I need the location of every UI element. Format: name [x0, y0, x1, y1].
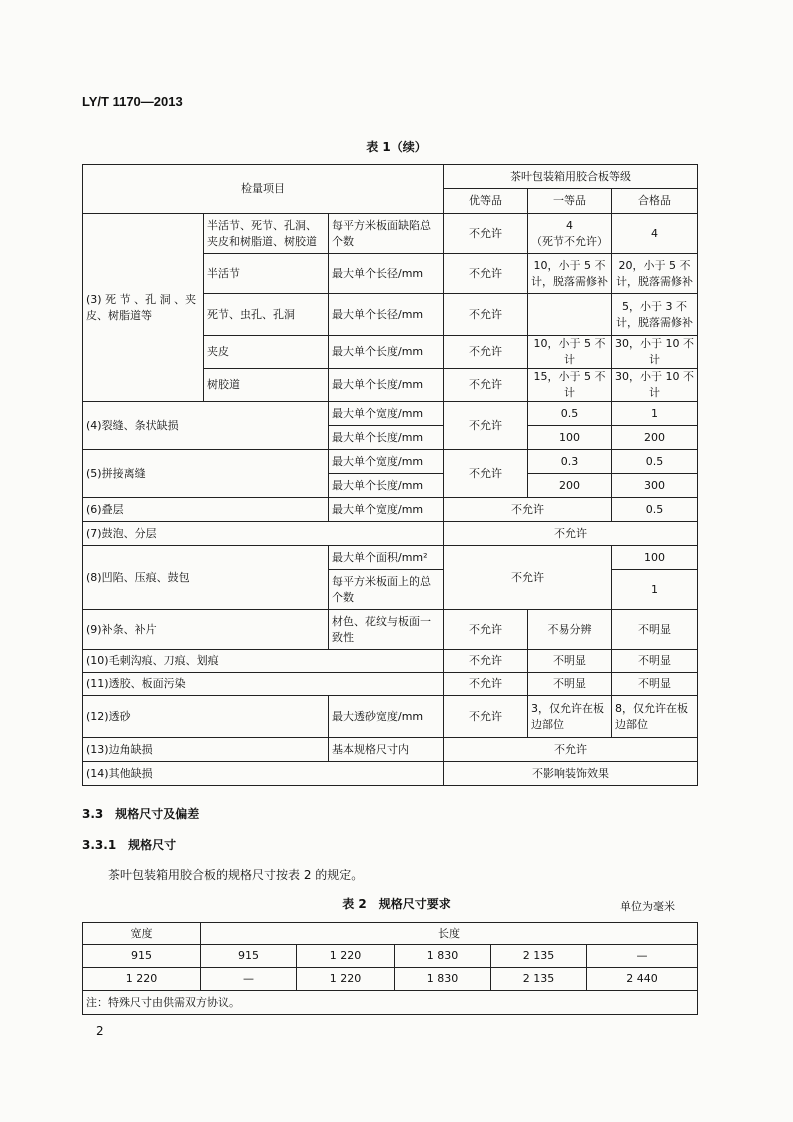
table-cell: 4	[612, 214, 698, 254]
table-cell: 1 830	[395, 945, 491, 968]
table-cell: 100	[528, 426, 612, 450]
section-heading-3-3: 3.3 规格尺寸及偏差	[82, 807, 200, 821]
table-cell: 最大单个面积/mm²	[329, 546, 444, 570]
header-length: 长度	[201, 923, 698, 945]
table-cell: 30，小于 10 不计	[612, 369, 698, 402]
table-cell: 不明显	[612, 650, 698, 673]
table-cell: 不明显	[612, 673, 698, 696]
table-cell: 0.5	[612, 498, 698, 522]
group-6-label: (6)叠层	[83, 498, 329, 522]
table-cell: 每平方米板面缺陷总个数	[329, 214, 444, 254]
page-number: 2	[96, 1024, 104, 1038]
cell-line: 4	[566, 218, 573, 232]
size-table	[82, 922, 698, 1015]
table-cell: 不允许	[444, 402, 528, 450]
table-cell: 最大单个长度/mm	[329, 426, 444, 450]
table-cell: 不允许	[444, 738, 698, 762]
table-cell: 1 220	[297, 968, 395, 991]
table-cell: 半活节	[204, 254, 329, 294]
header-width: 宽度	[83, 923, 201, 945]
table-cell: 8，仅允许在板边部位	[612, 696, 698, 738]
table-cell: 1	[612, 570, 698, 610]
table-cell: 1 220	[83, 968, 201, 991]
table2-caption: 表 2 规格尺寸要求	[342, 897, 451, 911]
table-cell: 夹皮	[204, 336, 329, 369]
group-9-label: (9)补条、补片	[83, 610, 329, 650]
table-cell: 10，小于 5 不计	[528, 336, 612, 369]
header-grade-3: 合格品	[612, 189, 698, 214]
table-cell: 不明显	[528, 673, 612, 696]
table-cell: 200	[528, 474, 612, 498]
table-cell: 20，小于 5 不计，脱落需修补	[612, 254, 698, 294]
group-5-label: (5)拼接离缝	[83, 450, 329, 498]
table-cell: 不允许	[444, 610, 528, 650]
cell-line: （死节不允许）	[531, 234, 608, 248]
table-cell: 基本规格尺寸内	[329, 738, 444, 762]
table-cell: 不允许	[444, 254, 528, 294]
table-cell: 不易分辨	[528, 610, 612, 650]
table-cell: 最大单个长度/mm	[329, 369, 444, 402]
table-cell: 0.5	[612, 450, 698, 474]
header-grade-1: 优等品	[444, 189, 528, 214]
table-cell: 最大单个长径/mm	[329, 254, 444, 294]
table-cell: 5，小于 3 不计，脱落需修补	[612, 294, 698, 336]
header-grade-2: 一等品	[528, 189, 612, 214]
table-cell: 15，小于 5 不计	[528, 369, 612, 402]
table-cell: 材色、花纹与板面一致性	[329, 610, 444, 650]
header-grade-group: 茶叶包装箱用胶合板等级	[444, 165, 698, 189]
table-cell: 最大单个长度/mm	[329, 474, 444, 498]
table-cell: —	[587, 945, 698, 968]
group-13-label: (13)边角缺损	[83, 738, 329, 762]
table-cell: 30，小于 10 不计	[612, 336, 698, 369]
table-cell: 不影响装饰效果	[444, 762, 698, 786]
header-item: 检量项目	[83, 165, 444, 214]
table-cell: 不允许	[444, 450, 528, 498]
table-cell: 0.3	[528, 450, 612, 474]
table-cell: 最大单个长度/mm	[329, 336, 444, 369]
table-cell: 不允许	[444, 673, 528, 696]
table-cell	[528, 214, 612, 254]
table-cell: 915	[201, 945, 297, 968]
table2-unit: 单位为毫米	[620, 900, 675, 913]
table-cell: 0.5	[528, 402, 612, 426]
table-cell: 每平方米板面上的总个数	[329, 570, 444, 610]
group-10-label: (10)毛刺沟痕、刀痕、划痕	[83, 650, 444, 673]
table-note: 注：特殊尺寸由供需双方协议。	[83, 991, 698, 1015]
table-cell: 915	[83, 945, 201, 968]
table-cell: 半活节、死节、孔洞、夹皮和树脂道、树胶道	[204, 214, 329, 254]
group-14-label: (14)其他缺损	[83, 762, 444, 786]
table-cell: 2 135	[491, 968, 587, 991]
table1-caption: 表 1（续）	[366, 140, 427, 154]
group-8-label: (8)凹陷、压痕、鼓包	[83, 546, 329, 610]
table-cell: 不允许	[444, 498, 612, 522]
table-cell: 3，仅允许在板边部位	[528, 696, 612, 738]
table-cell: 不允许	[444, 546, 612, 610]
table-cell: 不允许	[444, 294, 528, 336]
group-7-label: (7)鼓泡、分层	[83, 522, 444, 546]
table-cell: 死节、虫孔、孔洞	[204, 294, 329, 336]
table-cell: 不明显	[612, 610, 698, 650]
table-cell: 最大单个长径/mm	[329, 294, 444, 336]
defect-table	[82, 164, 698, 786]
table-cell: 最大单个宽度/mm	[329, 498, 444, 522]
table-cell: —	[201, 968, 297, 991]
table-cell: 最大单个宽度/mm	[329, 450, 444, 474]
table-cell: 2 135	[491, 945, 587, 968]
group-12-label: (12)透砂	[83, 696, 329, 738]
table-cell: 1 220	[297, 945, 395, 968]
table-cell: 最大单个宽度/mm	[329, 402, 444, 426]
table-cell: 300	[612, 474, 698, 498]
table-cell: 10，小于 5 不计，脱落需修补	[528, 254, 612, 294]
group-4-label: (4)裂缝、条状缺损	[83, 402, 329, 450]
table-cell: 200	[612, 426, 698, 450]
table-cell: 1	[612, 402, 698, 426]
table-cell: 树胶道	[204, 369, 329, 402]
table-cell: 不明显	[528, 650, 612, 673]
paragraph: 茶叶包装箱用胶合板的规格尺寸按表 2 的规定。	[108, 868, 364, 882]
table-cell: 不允许	[444, 650, 528, 673]
section-heading-3-3-1: 3.3.1 规格尺寸	[82, 838, 177, 852]
table-cell: 最大透砂宽度/mm	[329, 696, 444, 738]
group-3-label: (3) 死 节 、孔 洞 、夹皮、树脂道等	[83, 214, 204, 402]
table-cell	[528, 294, 612, 336]
table-cell: 不允许	[444, 522, 698, 546]
table-cell: 2 440	[587, 968, 698, 991]
standard-number: LY/T 1170—2013	[82, 94, 183, 109]
table-cell: 不允许	[444, 369, 528, 402]
table-cell: 100	[612, 546, 698, 570]
group-11-label: (11)透胶、板面污染	[83, 673, 444, 696]
table-cell: 1 830	[395, 968, 491, 991]
table-cell: 不允许	[444, 214, 528, 254]
table-cell: 不允许	[444, 336, 528, 369]
table-cell: 不允许	[444, 696, 528, 738]
